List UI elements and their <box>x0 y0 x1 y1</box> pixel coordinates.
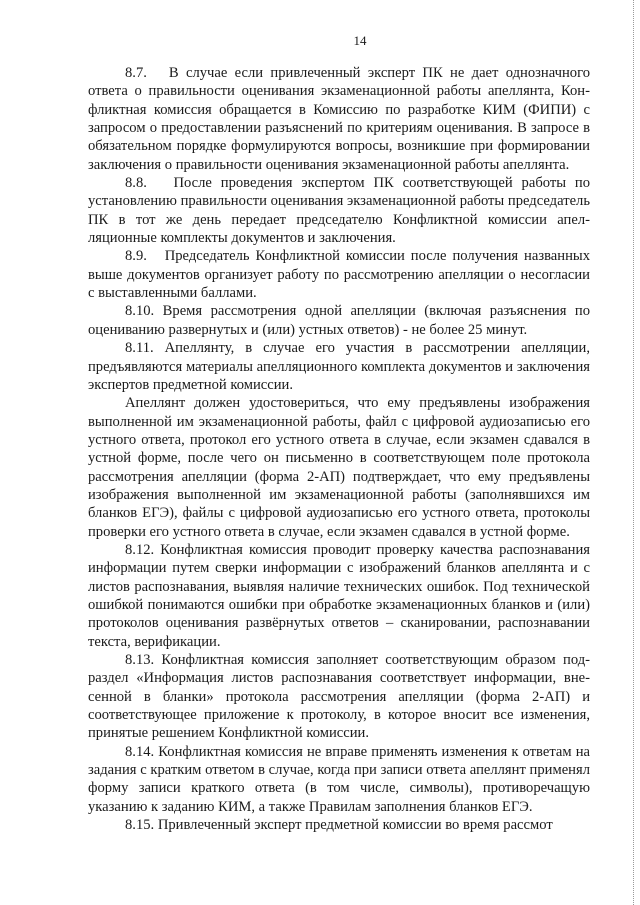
paragraph-8-15: 8.15. Привлеченный эксперт предметной комиссии во время рассмот <box>125 817 553 834</box>
paragraph-8-9: 8.9. Председатель Конфликтной комиссии после получения названных выше документов организует работу по рассмотрению апелляции о несогласии с выставленными баллами. <box>88 248 590 302</box>
paragraph-8-7: 8.7. В случае если привлеченный эксперт ПК не дает однозначного ответа о правильности оценивания экзаменационной работы апеллянта, Конфликтная комиссия обращается в Комиссию по разработке КИМ (ФИПИ) с запросом о предоставлении разъяснений по критериям оценивания. В запросе в обязательном порядке формулируются вопросы, возникшие при формировании заключения о правильности оценивания экзаменационной работы апеллянта. <box>88 65 590 173</box>
paragraph-8-8: 8.8. После проведения экспертом ПК соответствующей работы по установлению правильности оценивания экзаменационной работы председатель ПК в тот же день передает председателю Конфликтной комиссии апелляционные комплекты документов и заключения. <box>88 175 590 247</box>
paragraph-8-12: 8.12. Конфликтная комиссия проводит проверку качества распознавания информации путем сверки информации с изображений бланков апеллянта и с листов распознавания, выявляя наличие технических ошибок. Под технической ошибкой понимаются ошибки при обработке экзаменационных бланков и (или) протоколов оценивания развёрнутых ответов – сканировании, распознавании текста, верификации. <box>88 541 590 650</box>
paragraph-8-10: 8.10. Время рассмотрения одной апелляции (включая разъяснения по оцениванию развернутых и (или) устных ответов) - не более 25 минут. <box>88 303 590 338</box>
paragraph-8-11-continued: Апеллянт должен удостовериться, что ему предъявлены изображения выполненной им экзаменационной работы, файл с цифровой аудиозаписью его устного ответа, протокол его устного ответа в случае, если экзамен сдавался в устной форме, после чего он письменно в соответствующем поле протокола рассмотрения апелляции (форма 2-АП) подтверждает, что ему предъявлены изображения выполненной им экзаменационной работы (заполнявшихся им бланков ЕГЭ), файлы с цифровой аудиозаписью его устного ответа, протоколы проверки его устного ответа в случае, если экзамен сдавался в устной форме. <box>88 395 590 540</box>
document-body <box>88 64 590 834</box>
paragraph-8-11: 8.11. Апеллянту, в случае его участия в рассмотрении апелляции, предъявляются материалы апелляционного комплекта документов и заключения экспертов предметной комиссии. <box>88 340 590 393</box>
paragraph-8-13: 8.13. Конфликтная комиссия заполняет соответствующим образом подраздел «Информация листов распознавания соответствует информации, внесенной в бланки» протокола рассмотрения апелляции (форма 2-АП) и соответствующее приложение к протоколу, в которое вносит все изменения, принятые решением Конфликтной комиссии. <box>88 652 590 742</box>
paragraph-8-14: 8.14. Конфликтная комиссия не вправе применять изменения к ответам на задания с кратким ответом в случае, когда при записи ответа апеллянт применял форму записи краткого ответа (в том числе, символы), противоречащую указанию к заданию КИМ, а также Правилам заполнения бланков ЕГЭ. <box>88 743 590 815</box>
scan-edge-line <box>633 0 634 905</box>
page-number: 14 <box>353 33 367 48</box>
